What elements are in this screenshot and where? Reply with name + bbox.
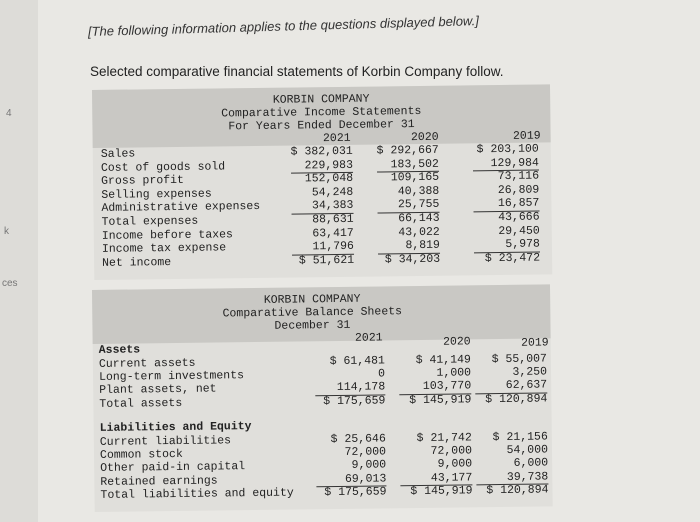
income-cell-2020: 109,165 xyxy=(390,170,440,185)
income-year-2021: 2021 xyxy=(322,131,351,146)
income-row-label: Net income xyxy=(102,255,172,270)
income-row-label: Selling expenses xyxy=(101,187,212,202)
liability-cell-2020: 43,177 xyxy=(430,470,473,485)
income-period: For Years Ended December 31 xyxy=(228,118,415,134)
asset-cell-2021: $ 175,659 xyxy=(323,394,386,408)
income-year-2020: 2020 xyxy=(410,130,439,145)
income-cell-2019: 73,116 xyxy=(497,169,540,184)
income-cell-2020: 43,022 xyxy=(398,225,440,239)
income-cell-2019: $ 203,100 xyxy=(476,142,539,157)
asset-row-label: Long-term investments xyxy=(98,369,245,385)
income-row-label: Cost of goods sold xyxy=(100,159,226,175)
income-cell-2021: 54,248 xyxy=(311,185,354,200)
intro-statement: Selected comparative financial statements of Korbin Company follow. xyxy=(90,64,504,79)
liability-cell-2019: 54,000 xyxy=(506,443,549,458)
liability-cell-2020: 72,000 xyxy=(430,444,473,459)
liability-cell-2019: 6,000 xyxy=(513,456,549,471)
asset-row-label: Total assets xyxy=(99,396,183,411)
asset-cell-2019: $ 55,007 xyxy=(491,352,547,367)
income-cell-2020: 66,143 xyxy=(398,211,440,226)
income-row-label: Sales xyxy=(100,147,136,161)
income-year-2019: 2019 xyxy=(512,129,541,143)
asset-cell-2021: $ 61,481 xyxy=(329,354,385,369)
liability-cell-2019: $ 120,894 xyxy=(486,483,549,497)
asset-cell-2021: 114,178 xyxy=(336,380,386,395)
liabilities-heading: Liabilities and Equity xyxy=(99,420,252,435)
income-cell-2019: $ 23,472 xyxy=(484,251,541,266)
liability-cell-2020: 9,000 xyxy=(437,457,473,472)
income-cell-2019: 29,450 xyxy=(498,224,540,238)
income-cell-2019: 5,978 xyxy=(505,237,540,252)
side-label-4: 4 xyxy=(6,108,12,119)
income-cell-2020: 8,819 xyxy=(405,238,441,253)
income-row-label: Gross profit xyxy=(101,174,185,189)
income-row-label: Income before taxes xyxy=(101,227,233,243)
income-cell-2020: $ 292,667 xyxy=(376,143,439,158)
income-cell-2020: 40,388 xyxy=(397,184,440,199)
income-cell-2021: 63,417 xyxy=(312,226,354,240)
income-cell-2020: $ 34,203 xyxy=(384,252,441,267)
balance-year-2019: 2019 xyxy=(520,336,549,350)
liability-cell-2021: 9,000 xyxy=(351,458,387,473)
side-label-ces: ces xyxy=(2,278,18,289)
income-cell-2021: 152,048 xyxy=(304,172,354,186)
income-cell-2021: 88,631 xyxy=(312,212,354,227)
income-row-label: Administrative expenses xyxy=(101,200,261,216)
asset-row-label: Current assets xyxy=(98,356,196,371)
asset-cell-2019: 62,637 xyxy=(505,378,548,393)
liability-row-label: Retained earnings xyxy=(100,474,218,489)
liability-cell-2021: $ 175,659 xyxy=(324,485,387,499)
income-cell-2021: $ 382,031 xyxy=(290,144,353,159)
liability-row-label: Other paid-in capital xyxy=(100,460,246,476)
asset-cell-2019: 3,250 xyxy=(512,365,548,380)
income-cell-2021: 11,796 xyxy=(312,239,355,254)
left-margin-strip xyxy=(0,0,38,522)
asset-cell-2020: $ 145,919 xyxy=(409,392,472,407)
intro-note: [The following information applies to the questions displayed below.] xyxy=(87,13,480,39)
income-statement xyxy=(92,84,552,280)
income-company: KORBIN COMPANY xyxy=(272,92,370,107)
asset-cell-2020: 1,000 xyxy=(436,366,472,380)
balance-sheet xyxy=(92,284,553,512)
liability-cell-2020: $ 21,742 xyxy=(416,431,472,446)
balance-year-2020: 2020 xyxy=(442,335,471,349)
income-cell-2019: 26,809 xyxy=(497,183,540,197)
income-cell-2020: 25,755 xyxy=(397,198,440,212)
balance-period: December 31 xyxy=(274,318,351,333)
income-cell-2021: 34,383 xyxy=(311,199,354,213)
income-cell-2019: 16,857 xyxy=(497,196,540,211)
asset-cell-2021: 0 xyxy=(378,367,386,381)
income-cell-2019: 129,984 xyxy=(490,156,540,170)
liability-row-label: Current liabilities xyxy=(99,434,232,449)
liability-row-label: Common stock xyxy=(99,448,183,463)
liability-cell-2019: 39,738 xyxy=(506,470,549,484)
liability-cell-2021: 72,000 xyxy=(344,445,387,460)
income-cell-2021: 229,983 xyxy=(304,158,354,173)
balance-year-2021: 2021 xyxy=(354,331,383,345)
balance-title: Comparative Balance Sheets xyxy=(222,305,403,321)
liability-row-label: Total liabilities and equity xyxy=(100,486,294,502)
balance-company: KORBIN COMPANY xyxy=(263,292,361,307)
side-label-k: k xyxy=(4,226,9,237)
assets-heading: Assets xyxy=(98,343,141,357)
asset-cell-2019: $ 120,894 xyxy=(485,392,548,406)
income-title: Comparative Income Statements xyxy=(221,104,422,121)
asset-cell-2020: 103,770 xyxy=(422,379,472,394)
income-cell-2021: $ 51,621 xyxy=(298,253,355,268)
income-cell-2020: 183,502 xyxy=(390,157,440,171)
asset-row-label: Plant assets, net xyxy=(99,382,217,398)
income-row-label: Income tax expense xyxy=(101,241,227,257)
liability-cell-2019: $ 21,156 xyxy=(492,430,548,445)
asset-cell-2020: $ 41,149 xyxy=(415,353,471,368)
liability-cell-2021: 69,013 xyxy=(344,472,387,486)
income-row-label: Total expenses xyxy=(101,214,199,229)
liability-cell-2020: $ 145,919 xyxy=(410,484,473,498)
liability-cell-2021: $ 25,646 xyxy=(330,432,386,447)
income-cell-2019: 43,666 xyxy=(498,210,540,225)
